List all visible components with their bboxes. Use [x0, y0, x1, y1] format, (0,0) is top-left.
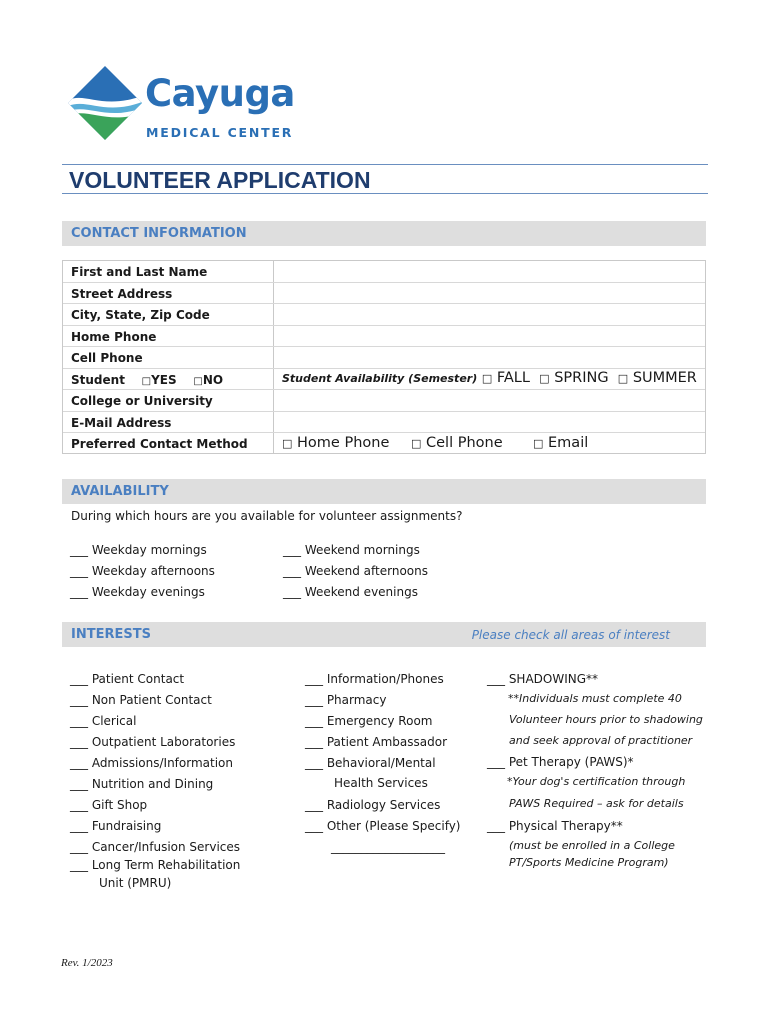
home-phone-checkbox[interactable]: □: [282, 437, 293, 450]
title-rule-bottom: [62, 193, 708, 194]
interest-outpatient-labs[interactable]: ___ Outpatient Laboratories: [70, 735, 236, 749]
interest-pet-therapy[interactable]: ___ Pet Therapy (PAWS)*: [487, 755, 634, 769]
interest-other[interactable]: ___ Other (Please Specify): [305, 819, 461, 833]
name-label: First and Last Name: [71, 265, 208, 279]
interest-nutrition[interactable]: ___ Nutrition and Dining: [70, 777, 214, 791]
row-name[interactable]: [63, 261, 705, 283]
spring-label: SPRING: [554, 369, 609, 386]
interest-patient-ambassador[interactable]: ___ Patient Ambassador: [305, 735, 448, 749]
weekend-evenings[interactable]: ___ Weekend evenings: [283, 585, 418, 599]
pt-note-2: PT/Sports Medicine Program): [509, 856, 669, 869]
row-home-phone[interactable]: [63, 326, 705, 348]
method-cell: [411, 435, 503, 451]
email-label: E-Mail Address: [71, 415, 172, 430]
email-option: Email: [548, 435, 589, 451]
row-cell-phone[interactable]: [63, 347, 705, 369]
interest-admissions[interactable]: ___ Admissions/Information: [70, 756, 233, 770]
fall-checkbox[interactable]: □: [481, 371, 493, 385]
weekend-mornings[interactable]: ___ Weekend mornings: [283, 543, 420, 557]
home-phone-label: Home Phone: [71, 329, 157, 344]
availability-section-header: [62, 479, 706, 504]
fall-label: FALL: [496, 369, 530, 386]
row-city[interactable]: [63, 304, 705, 326]
pet-note-1: *Your dog's certification through: [507, 775, 686, 788]
interest-behavioral-cont: Health Services: [334, 776, 428, 790]
logo-subtitle: MEDICAL CENTER: [146, 125, 294, 140]
logo: [68, 66, 295, 146]
weekday-evenings[interactable]: ___ Weekday evenings: [70, 585, 205, 599]
shadowing-note-1: **Individuals must complete 40: [508, 692, 682, 705]
summer-checkbox[interactable]: □: [617, 371, 629, 385]
interest-clerical[interactable]: ___ Clerical: [70, 714, 137, 728]
interest-gift-shop[interactable]: ___ Gift Shop: [70, 798, 148, 812]
interests-heading: INTERESTS: [71, 627, 151, 642]
interest-fundraising[interactable]: ___ Fundraising: [70, 819, 162, 833]
student-availability-label: Student Availability (Semester): [282, 371, 478, 385]
logo-wordmark: Cayuga: [145, 72, 295, 115]
interest-pharmacy[interactable]: ___ Pharmacy: [305, 693, 387, 707]
availability-heading: AVAILABILITY: [71, 484, 169, 499]
interest-radiology[interactable]: ___ Radiology Services: [305, 798, 441, 812]
interest-shadowing[interactable]: ___ SHADOWING**: [487, 672, 599, 686]
interests-section-header: [62, 622, 706, 647]
student-no-checkbox[interactable]: □: [193, 375, 203, 387]
interest-behavioral[interactable]: ___ Behavioral/Mental: [305, 756, 436, 770]
city-label: City, State, Zip Code: [71, 308, 210, 322]
contact-heading: CONTACT INFORMATION: [71, 226, 247, 241]
interest-emergency-room[interactable]: ___ Emergency Room: [305, 714, 433, 728]
method-home: [282, 435, 389, 451]
interest-long-term-rehab[interactable]: ___ Long Term Rehabilitation: [70, 858, 241, 872]
student-no-label: NO: [202, 372, 224, 387]
shadowing-note-3: and seek approval of practitioner: [509, 734, 693, 747]
row-email[interactable]: [63, 412, 705, 434]
weekday-afternoons[interactable]: ___ Weekday afternoons: [70, 564, 215, 578]
preferred-label: Preferred Contact Method: [71, 437, 248, 451]
student-yes-label: YES: [151, 372, 177, 387]
contact-table: [62, 260, 706, 454]
student-label: [71, 373, 223, 387]
cell-phone-option: Cell Phone: [426, 435, 503, 451]
summer-label: SUMMER: [632, 369, 697, 386]
weekend-afternoons[interactable]: ___ Weekend afternoons: [283, 564, 429, 578]
cell-phone-label: Cell Phone: [71, 351, 143, 365]
student-yes-checkbox[interactable]: □: [141, 375, 152, 387]
cell-phone-checkbox[interactable]: □: [411, 437, 422, 450]
email-checkbox[interactable]: □: [533, 437, 544, 450]
semester-options: [282, 370, 697, 386]
cayuga-diamond-icon: [68, 66, 142, 140]
pet-note-2: PAWS Required – ask for details: [509, 797, 684, 810]
interest-patient-contact[interactable]: ___ Patient Contact: [70, 672, 185, 686]
weekday-mornings[interactable]: ___ Weekday mornings: [70, 543, 207, 557]
college-label: College or University: [71, 394, 213, 408]
availability-question: During which hours are you available for volunteer assignments?: [71, 509, 463, 523]
spring-checkbox[interactable]: □: [539, 371, 550, 385]
method-email: [533, 435, 588, 451]
other-specify-line[interactable]: ___________________: [331, 840, 445, 854]
interests-note: Please check all areas of interest: [471, 628, 670, 642]
interest-information-phones[interactable]: ___ Information/Phones: [305, 672, 444, 686]
row-student: [63, 369, 705, 391]
home-phone-option: Home Phone: [297, 435, 390, 451]
interest-physical-therapy[interactable]: ___ Physical Therapy**: [487, 819, 623, 833]
street-label: Street Address: [71, 286, 173, 301]
interest-non-patient-contact[interactable]: ___ Non Patient Contact: [70, 693, 212, 707]
row-college[interactable]: [63, 390, 705, 412]
row-preferred-contact: [63, 433, 705, 455]
row-street[interactable]: [63, 283, 705, 305]
contact-section-header: [62, 221, 706, 246]
interest-cancer-infusion[interactable]: ___ Cancer/Infusion Services: [70, 840, 241, 854]
page-title: VOLUNTEER APPLICATION: [69, 167, 371, 193]
shadowing-note-2: Volunteer hours prior to shadowing: [509, 713, 703, 726]
interest-long-term-rehab-cont: Unit (PMRU): [99, 876, 172, 890]
title-rule-top: [62, 164, 708, 165]
student-text: Student: [71, 372, 125, 387]
revision-label: Rev. 1/2023: [61, 957, 113, 969]
pt-note-1: (must be enrolled in a College: [509, 839, 675, 852]
